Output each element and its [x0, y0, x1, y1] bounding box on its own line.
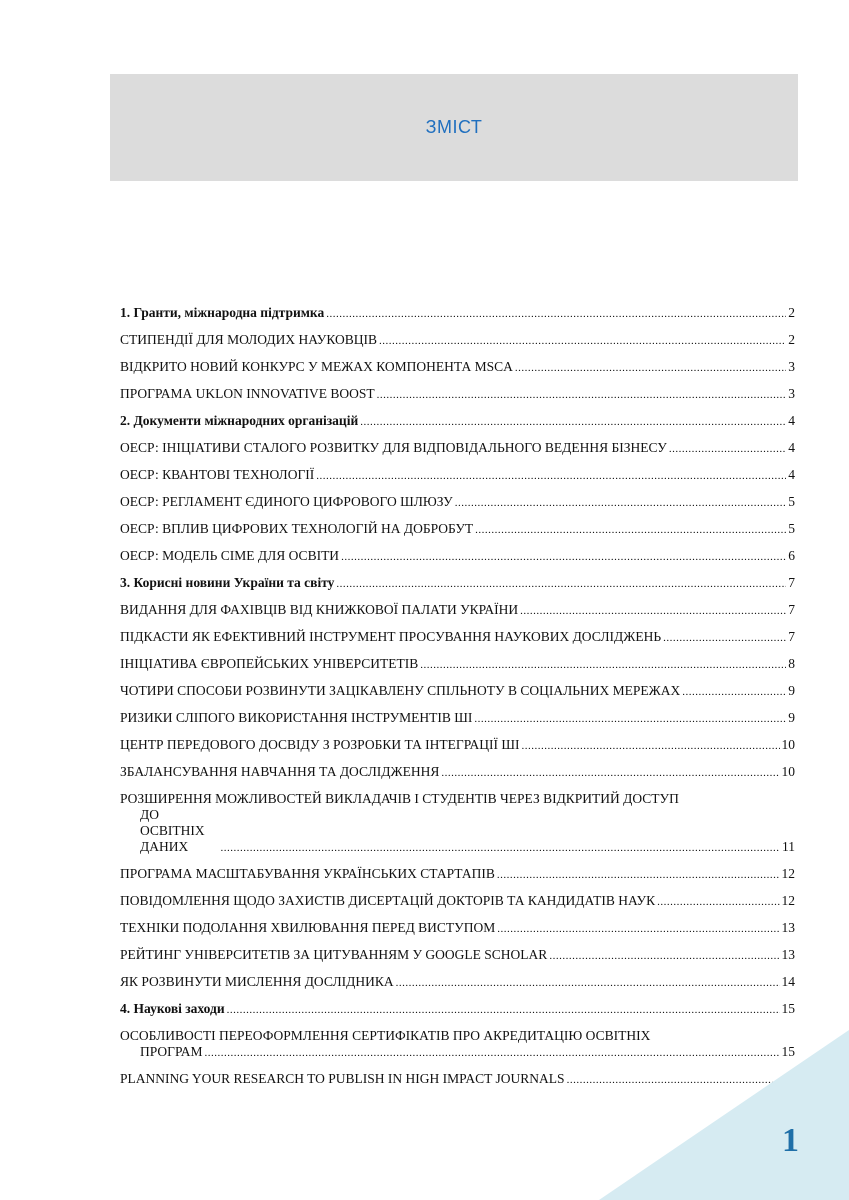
toc-entry[interactable] — [120, 764, 795, 780]
toc-entry-page: 3 — [788, 386, 795, 401]
toc-entry-page: 6 — [788, 548, 795, 563]
toc-entry[interactable] — [120, 602, 795, 618]
toc-entry[interactable] — [120, 548, 795, 564]
toc-entry[interactable] — [120, 683, 795, 699]
toc-entry-page: 3 — [788, 359, 795, 374]
toc-entry[interactable] — [120, 737, 795, 753]
toc-entry-page: 10 — [781, 737, 795, 752]
toc-entry-title: ОЕСР: ІНІЦІАТИВИ СТАЛОГО РОЗВИТКУ ДЛЯ ВІДПОВІДАЛЬНОГО ВЕДЕННЯ БІЗНЕСУ — [120, 440, 667, 455]
toc-entry-title-line1: ОСОБЛИВОСТІ ПЕРЕОФОРМЛЕННЯ СЕРТИФІКАТІВ ПРО АКРЕДИТАЦІЮ ОСВІТНІХ — [120, 1028, 651, 1043]
dot-leader — [515, 361, 786, 375]
dot-leader — [420, 658, 786, 672]
toc-entry-title: ОЕСР: ВПЛИВ ЦИФРОВИХ ТЕХНОЛОГІЙ НА ДОБРОБУТ — [120, 521, 474, 536]
dot-leader — [326, 307, 786, 321]
toc-entry-page: 7 — [788, 575, 795, 590]
toc-entry[interactable] — [120, 974, 795, 990]
toc-entry-title: ПРОГРАМА МАСШТАБУВАННЯ УКРАЇНСЬКИХ СТАРТАПІВ — [120, 866, 495, 881]
toc-entry-title: 3. Корисні новини України та світу — [120, 575, 335, 590]
toc-entry-title: ЦЕНТР ПЕРЕДОВОГО ДОСВІДУ З РОЗРОБКИ ТА ІНТЕГРАЦІЇ ШІ — [120, 737, 520, 752]
toc-entry-page: 9 — [788, 683, 795, 698]
toc-entry-page: 15 — [781, 1044, 795, 1059]
toc-entry-page: 5 — [788, 521, 795, 536]
toc-entry-title: 4. Наукові заходи — [120, 1001, 225, 1016]
toc-entry-title: ТЕХНІКИ ПОДОЛАННЯ ХВИЛЮВАННЯ ПЕРЕД ВИСТУПОМ — [120, 920, 496, 935]
toc-entry[interactable] — [120, 386, 795, 402]
toc-entry-page: 14 — [781, 974, 795, 989]
toc-entry[interactable] — [120, 920, 795, 936]
toc-entry-page: 4 — [788, 467, 795, 482]
toc-entry-title: ВИДАННЯ ДЛЯ ФАХІВЦІВ ВІД КНИЖКОВОЇ ПАЛАТИ УКРАЇНИ — [120, 602, 519, 617]
toc-entry-page: 13 — [781, 947, 795, 962]
dot-leader — [377, 388, 787, 402]
dot-leader — [520, 604, 786, 618]
toc-entry-page: 7 — [788, 602, 795, 617]
toc-entry[interactable] — [120, 791, 795, 855]
toc-entry-title: СТИПЕНДІЇ ДЛЯ МОЛОДИХ НАУКОВЦІВ — [120, 332, 378, 347]
toc-entry-title-line1: РОЗШИРЕННЯ МОЖЛИВОСТЕЙ ВИКЛАДАЧІВ І СТУДЕНТІВ ЧЕРЕЗ ВІДКРИТИЙ ДОСТУП — [120, 791, 679, 806]
toc-entry-title: ЗБАЛАНСУВАННЯ НАВЧАННЯ ТА ДОСЛІДЖЕННЯ — [120, 764, 440, 779]
dot-leader — [379, 334, 786, 348]
toc-entry-page: 11 — [782, 839, 795, 854]
dot-leader — [341, 550, 786, 564]
toc-entry-page: 12 — [781, 893, 795, 908]
toc-entry-title: PLANNING YOUR RESEARCH TO PUBLISH IN HIGH IMPACT JOURNALS — [120, 1071, 565, 1086]
toc-entry-page: 10 — [781, 764, 795, 779]
toc-entry-title: ЯК РОЗВИНУТИ МИСЛЕННЯ ДОСЛІДНИКА — [120, 974, 394, 989]
toc-entry[interactable] — [120, 521, 795, 537]
toc-entry-title: ПІДКАСТИ ЯК ЕФЕКТИВНИЙ ІНСТРУМЕНТ ПРОСУВАННЯ НАУКОВИХ ДОСЛІДЖЕНЬ — [120, 629, 662, 644]
toc-entry-page: 2 — [788, 305, 795, 320]
toc-entry-title: ОЕСР: КВАНТОВІ ТЕХНОЛОГІЇ — [120, 467, 315, 482]
dot-leader — [360, 415, 786, 429]
toc-entry-title-line2: ДО ОСВІТНІХ ДАНИХ — [140, 807, 205, 854]
dot-leader — [663, 631, 786, 645]
dot-leader — [682, 685, 786, 699]
toc-entry[interactable] — [120, 710, 795, 726]
toc-entry[interactable] — [120, 332, 795, 348]
dot-leader — [522, 739, 780, 753]
dot-leader — [497, 922, 779, 936]
toc-entry-page: 5 — [788, 494, 795, 509]
toc-entry-page: 9 — [788, 710, 795, 725]
toc-entry-title: РЕЙТИНГ УНІВЕРСИТЕТІВ ЗА ЦИТУВАННЯМ У GOOGLE SCHOLAR — [120, 947, 548, 962]
toc-entry-page: 4 — [788, 413, 795, 428]
dot-leader — [475, 523, 786, 537]
toc-entry-page: 4 — [788, 440, 795, 455]
toc-entry-page: 7 — [788, 629, 795, 644]
page-number: 1 — [782, 1122, 799, 1159]
dot-leader — [336, 577, 786, 591]
toc-entry-title: ОЕСР: МОДЕЛЬ CIME ДЛЯ ОСВІТИ — [120, 548, 340, 563]
toc-entry-title: РИЗИКИ СЛІПОГО ВИКОРИСТАННЯ ІНСТРУМЕНТІВ ШІ — [120, 710, 473, 725]
toc-entry-page: 15 — [781, 1001, 795, 1016]
toc-entry-page: 8 — [788, 656, 795, 671]
toc-entry-title: 1. Гранти, міжнародна підтримка — [120, 305, 325, 320]
toc-entry-page: 12 — [781, 866, 795, 881]
dot-leader — [220, 841, 780, 855]
toc-entry[interactable] — [120, 359, 795, 375]
toc-entry-title: ПОВІДОМЛЕННЯ ЩОДО ЗАХИСТІВ ДИСЕРТАЦІЙ ДОКТОРІВ ТА КАНДИДАТІВ НАУК — [120, 893, 656, 908]
toc-entry[interactable] — [120, 866, 795, 882]
toc-entry[interactable] — [120, 629, 795, 645]
toc-entry-title: ПРОГРАМА UKLON INNOVATIVE BOOST — [120, 386, 375, 401]
toc-entry[interactable] — [120, 467, 795, 483]
toc-entry-title: ІНІЦІАТИВА ЄВРОПЕЙСЬКИХ УНІВЕРСИТЕТІВ — [120, 656, 419, 671]
dot-leader — [441, 766, 779, 780]
toc-entry[interactable] — [120, 947, 795, 963]
dot-leader — [227, 1003, 780, 1017]
toc-entry-page: 2 — [788, 332, 795, 347]
toc-entry[interactable] — [120, 656, 795, 672]
toc-section-heading[interactable] — [120, 575, 795, 591]
toc-entry-title-line2: ПРОГРАМ — [140, 1044, 203, 1059]
toc-entry[interactable] — [120, 893, 795, 909]
toc-section-heading[interactable] — [120, 413, 795, 429]
toc-entry-title: ВІДКРИТО НОВИЙ КОНКУРС У МЕЖАХ КОМПОНЕНТА MSCA — [120, 359, 513, 374]
toc-section-heading[interactable] — [120, 305, 795, 321]
dot-leader — [497, 868, 780, 882]
dot-leader — [669, 442, 786, 456]
corner-decoration — [599, 1030, 849, 1200]
dot-leader — [396, 976, 780, 990]
dot-leader — [549, 949, 779, 963]
toc-entry[interactable] — [120, 440, 795, 456]
table-of-contents — [120, 305, 795, 1098]
dot-leader — [474, 712, 786, 726]
dot-leader — [455, 496, 787, 510]
toc-header-band — [110, 74, 798, 181]
toc-title: ЗМІСТ — [425, 117, 483, 137]
toc-entry-title: 2. Документи міжнародних організацій — [120, 413, 359, 428]
dot-leader — [657, 895, 779, 909]
toc-entry[interactable] — [120, 494, 795, 510]
toc-entry-title: ЧОТИРИ СПОСОБИ РОЗВИНУТИ ЗАЦІКАВЛЕНУ СПІЛЬНОТУ В СОЦІАЛЬНИХ МЕРЕЖАХ — [120, 683, 681, 698]
toc-entry-page: 13 — [781, 920, 795, 935]
toc-section-heading[interactable] — [120, 1001, 795, 1017]
toc-entry-title: ОЕСР: РЕГЛАМЕНТ ЄДИНОГО ЦИФРОВОГО ШЛЮЗУ — [120, 494, 453, 509]
dot-leader — [316, 469, 786, 483]
